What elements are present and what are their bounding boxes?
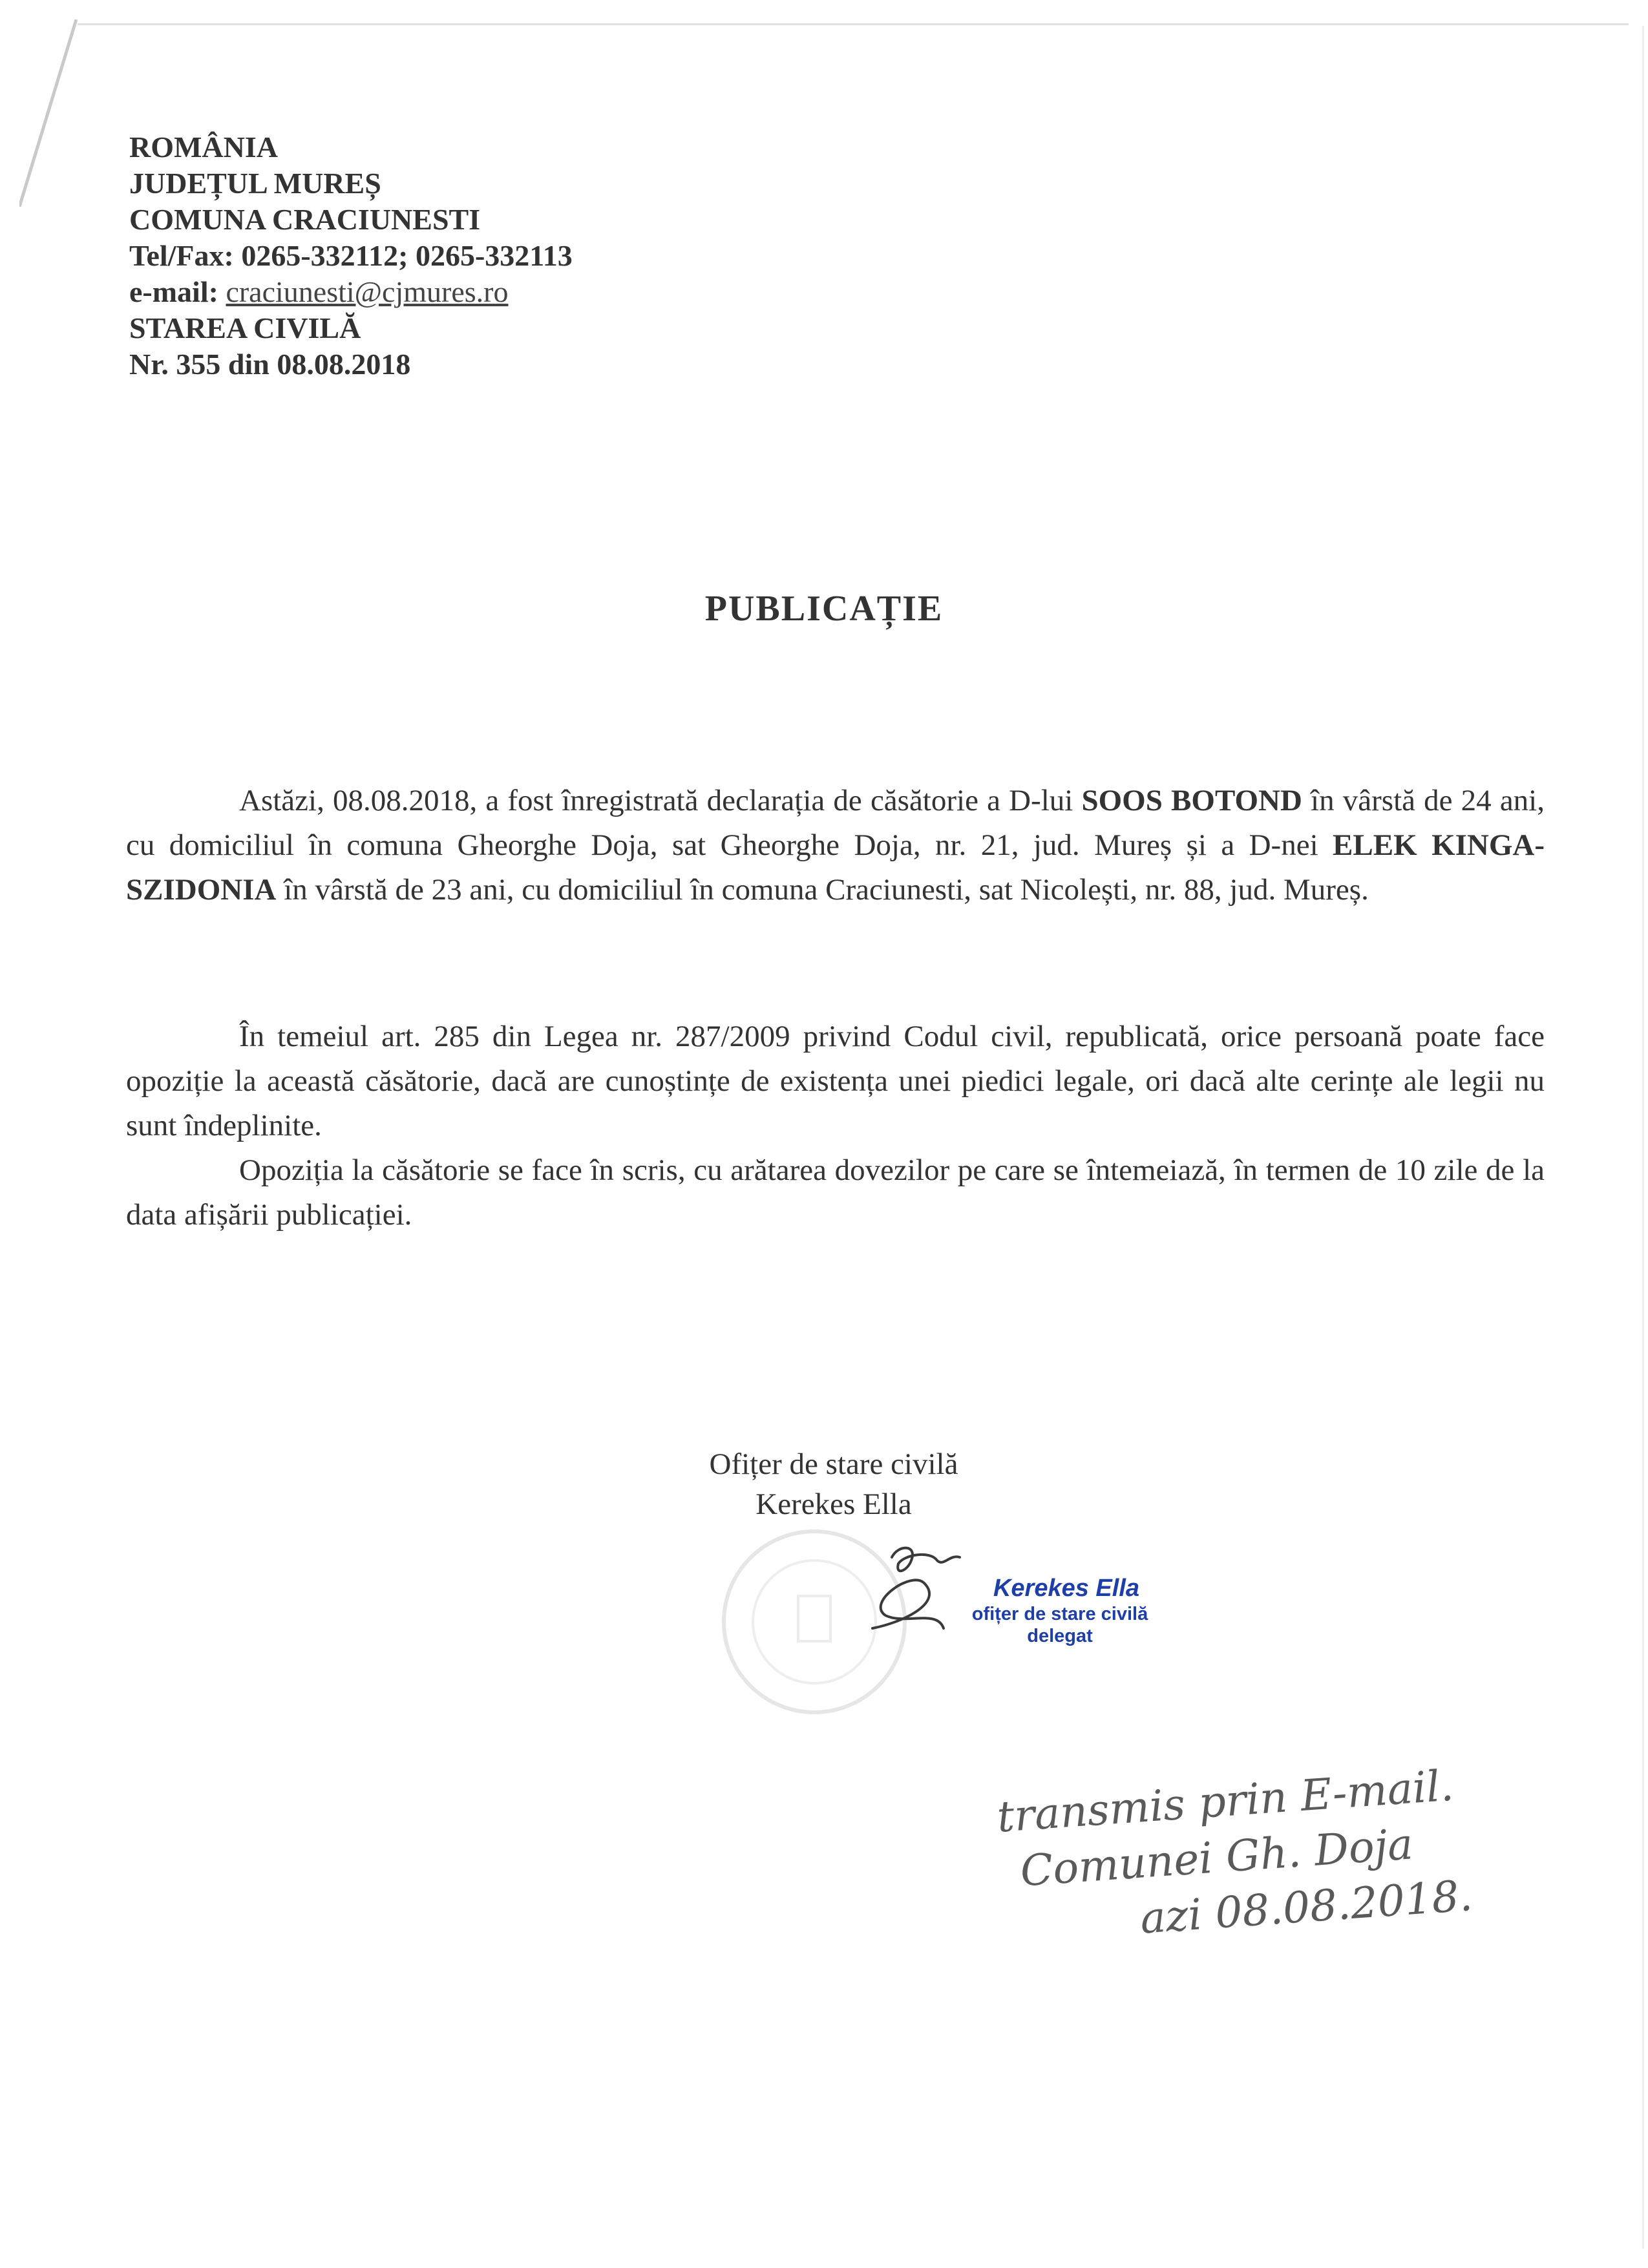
stamp-delegat: delegat bbox=[1027, 1626, 1093, 1646]
document-title: PUBLICAȚIE bbox=[704, 589, 944, 629]
officer-title: Ofițer de stare civilă bbox=[709, 1447, 958, 1481]
declaration-text-3: în vârstă de 23 ani, cu domiciliul în comuna Craciunesti, sat Nicolești, nr. 88, jud. Mureș. bbox=[276, 873, 1369, 907]
opposition-paragraph: Opoziția la căsătorie se face în scris, cu arătarea dovezilor pe care se întemeiază, în termen de 10 zile de la data afișării publicației. bbox=[126, 1153, 1545, 1232]
groom-name: SOOS BOTOND bbox=[1081, 784, 1302, 817]
officer-name: Kerekes Ella bbox=[755, 1487, 912, 1521]
handwritten-note bbox=[995, 1746, 1639, 1957]
legal-paragraphs bbox=[126, 1014, 1545, 1237]
header-country: ROMÂNIA bbox=[129, 131, 278, 163]
declaration-paragraph bbox=[126, 779, 1545, 912]
declaration-text-2: în vârstă de 24 ani, cu domiciliul în comuna Gheorghe Doja, sat Gheorghe Doja, nr. 21, jud. Mureș și a D-nei bbox=[126, 784, 1545, 862]
stamp-role: ofițer de stare civilă bbox=[971, 1604, 1148, 1624]
email-label: e-mail: bbox=[129, 275, 218, 308]
note-line-2: Comunei Gh. Doja bbox=[1019, 1819, 1415, 1896]
scan-right-edge bbox=[1642, 26, 1644, 2249]
header-email bbox=[129, 274, 1034, 310]
scan-edge-artifact bbox=[19, 19, 78, 207]
header-commune: COMUNA CRACIUNESTI bbox=[129, 203, 481, 236]
phone-value: 0265-332112; 0265-332113 bbox=[241, 239, 573, 272]
officer-block bbox=[646, 1444, 1021, 1524]
header-department: STAREA CIVILĂ bbox=[129, 311, 361, 344]
declaration-text-1: Astăzi, 08.08.2018, a fost înregistrată declarația de căsătorie a D-lui bbox=[239, 784, 1082, 817]
officer-stamp bbox=[944, 1573, 1176, 1647]
stamp-name: Kerekes Ella bbox=[993, 1575, 1140, 1602]
note-line-1: transmis prin E-mail. bbox=[995, 1760, 1455, 1842]
bride-name: ELEK KINGA-SZIDONIA bbox=[126, 828, 1545, 907]
header-registration-number: Nr. 355 din 08.08.2018 bbox=[129, 348, 411, 381]
header-phone bbox=[129, 238, 1034, 274]
scan-top-edge bbox=[78, 23, 1629, 25]
institution-header bbox=[129, 129, 1034, 383]
legal-basis-paragraph: În temeiul art. 285 din Legea nr. 287/2009 privind Codul civil, republicată, orice persoană poate face opoziție la această căsătorie, dacă are cunoștințe de existența unei piedici legale, ori dacă alte cerințe ale legii nu sunt îndeplinite. bbox=[126, 1020, 1545, 1142]
email-link[interactable]: craciunesti@cjmures.ro bbox=[226, 275, 509, 308]
phone-label: Tel/Fax: bbox=[129, 239, 234, 272]
header-county: JUDEȚUL MUREȘ bbox=[129, 167, 381, 200]
note-line-3: azi 08.08.2018. bbox=[1138, 1870, 1474, 1944]
